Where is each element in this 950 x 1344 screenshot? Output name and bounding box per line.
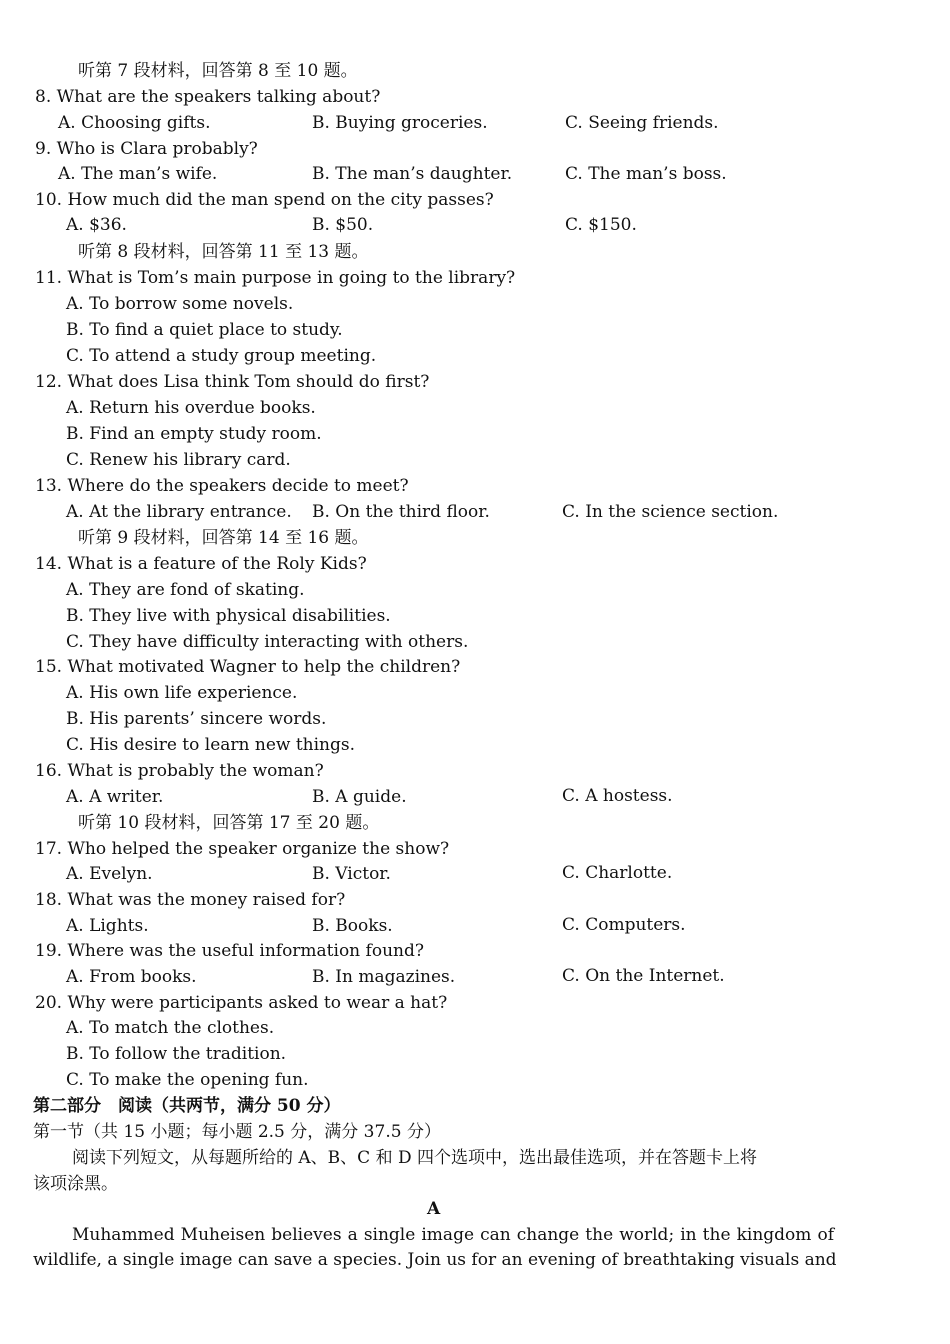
question-16-option-a: A. A writer. — [66, 787, 164, 807]
question-9-option-c: C. The man’s boss. — [565, 164, 727, 184]
question-15-option-c: C. His desire to learn new things. — [66, 735, 356, 755]
question-16-stem: 16. What is probably the woman? — [35, 761, 324, 781]
question-18-option-b: B. Books. — [312, 916, 393, 936]
question-8-option-a: A. Choosing gifts. — [58, 113, 211, 133]
question-19-option-a: A. From books. — [66, 967, 197, 987]
question-9-stem: 9. Who is Clara probably? — [35, 139, 258, 159]
question-11-option-c: C. To attend a study group meeting. — [66, 346, 377, 366]
passage-label: A — [427, 1199, 441, 1219]
question-20-option-c: C. To make the opening fun. — [66, 1070, 309, 1090]
question-11-stem: 11. What is Tom’s main purpose in going to the library? — [35, 268, 516, 288]
section-heading-7: 听第 7 段材料，回答第 8 至 10 题。 — [78, 61, 358, 81]
question-16-option-b: B. A guide. — [312, 787, 407, 807]
question-10-stem: 10. How much did the man spend on the city passes? — [35, 190, 494, 210]
question-13-stem: 13. Where do the speakers decide to meet? — [35, 476, 409, 496]
section-1-heading: 第一节（共 15 小题；每小题 2.5 分，满分 37.5 分） — [33, 1122, 441, 1142]
question-11-option-a: A. To borrow some novels. — [66, 294, 294, 314]
question-18-option-a: A. Lights. — [66, 916, 149, 936]
question-10-option-c: C. $150. — [565, 215, 637, 235]
question-18-option-c: C. Computers. — [562, 915, 686, 935]
question-10-option-a: A. $36. — [66, 215, 127, 235]
question-14-option-b: B. They live with physical disabilities. — [66, 606, 391, 626]
question-14-stem: 14. What is a feature of the Roly Kids? — [35, 554, 367, 574]
question-17-option-a: A. Evelyn. — [66, 864, 153, 884]
reading-instruction-line-2: 该项涂黑。 — [33, 1174, 118, 1194]
question-13-option-c: C. In the science section. — [562, 502, 779, 522]
question-12-option-b: B. Find an empty study room. — [66, 424, 322, 444]
question-8-stem: 8. What are the speakers talking about? — [35, 87, 381, 107]
question-17-option-b: B. Victor. — [312, 864, 391, 884]
reading-instruction-line-1: 阅读下列短文，从每题所给的 A、B、C 和 D 四个选项中，选出最佳选项，并在答题卡上将 — [72, 1148, 758, 1168]
question-20-stem: 20. Why were participants asked to wear a hat? — [35, 993, 448, 1013]
question-20-option-b: B. To follow the tradition. — [66, 1044, 287, 1064]
question-16-option-c: C. A hostess. — [562, 786, 673, 806]
question-20-option-a: A. To match the clothes. — [66, 1018, 275, 1038]
part-2-heading: 第二部分 阅读（共两节，满分 50 分） — [33, 1096, 341, 1116]
question-14-option-c: C. They have difficulty interacting with others. — [66, 632, 469, 652]
question-11-option-b: B. To find a quiet place to study. — [66, 320, 343, 340]
passage-line-2: wildlife, a single image can save a species. Join us for an evening of breathtaking visuals and — [33, 1250, 837, 1270]
question-15-stem: 15. What motivated Wagner to help the children? — [35, 657, 461, 677]
question-19-option-c: C. On the Internet. — [562, 966, 725, 986]
question-10-option-b: B. $50. — [312, 215, 374, 235]
question-9-option-b: B. The man’s daughter. — [312, 164, 513, 184]
question-13-option-a: A. At the library entrance. — [66, 502, 292, 522]
question-12-stem: 12. What does Lisa think Tom should do first? — [35, 372, 430, 392]
passage-line-1: Muhammed Muheisen believes a single image can change the world; in the kingdom of — [72, 1225, 834, 1245]
section-heading-8: 听第 8 段材料，回答第 11 至 13 题。 — [78, 242, 369, 262]
question-8-option-c: C. Seeing friends. — [565, 113, 719, 133]
question-17-stem: 17. Who helped the speaker organize the show? — [35, 839, 450, 859]
question-12-option-a: A. Return his overdue books. — [66, 398, 316, 418]
section-heading-10: 听第 10 段材料，回答第 17 至 20 题。 — [78, 813, 380, 833]
question-8-option-b: B. Buying groceries. — [312, 113, 488, 133]
question-9-option-a: A. The man’s wife. — [58, 164, 218, 184]
section-heading-9: 听第 9 段材料，回答第 14 至 16 题。 — [78, 528, 369, 548]
question-12-option-c: C. Renew his library card. — [66, 450, 291, 470]
question-18-stem: 18. What was the money raised for? — [35, 890, 346, 910]
question-13-option-b: B. On the third floor. — [312, 502, 490, 522]
question-14-option-a: A. They are fond of skating. — [66, 580, 305, 600]
question-19-option-b: B. In magazines. — [312, 967, 456, 987]
question-15-option-a: A. His own life experience. — [66, 683, 298, 703]
question-15-option-b: B. His parents’ sincere words. — [66, 709, 327, 729]
question-19-stem: 19. Where was the useful information found? — [35, 941, 424, 961]
question-17-option-c: C. Charlotte. — [562, 863, 673, 883]
